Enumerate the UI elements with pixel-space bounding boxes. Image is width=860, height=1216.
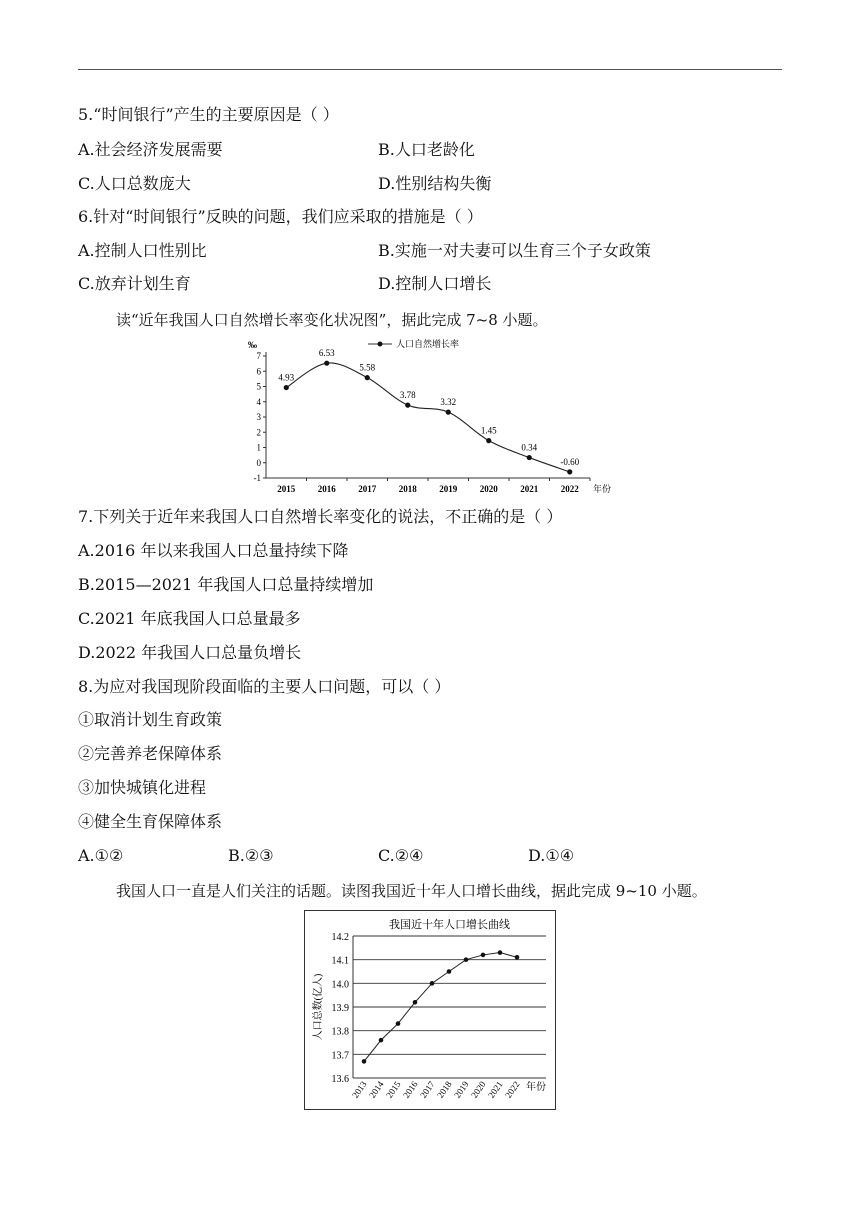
x-tick-label: 2014 [367,1079,386,1100]
q7-option-b: B.2015—2021 年我国人口总量持续增加 [78,575,374,594]
x-tick-label: 2021 [486,1079,505,1100]
y-tick-label: 0 [256,457,261,468]
y-tick-label: 14.1 [331,955,349,967]
data-point [396,1021,401,1026]
data-point [486,438,491,443]
data-point [379,1038,384,1043]
q6-option-b: B.实施一对夫妻可以生育三个子女政策 [378,241,651,260]
x-tick-label: 2015 [384,1079,403,1100]
q7-option-c: C.2021 年底我国人口总量最多 [78,609,301,628]
q6-option-d: D.控制人口增长 [378,274,492,293]
y-tick-label: 2 [256,427,261,438]
y-axis-label: 人口总数(亿人) [313,973,324,1041]
x-tick-label: 2022 [560,484,579,494]
data-label: 0.34 [521,442,538,453]
q6-stem: 6.针对“时间银行”反映的问题，我们应采取的措施是（ ） [78,207,483,226]
y-unit-label: ‰ [248,340,257,350]
q8-option-d: D.①④ [528,846,575,865]
x-tick-label: 2020 [469,1079,488,1100]
data-point [515,955,520,960]
x-tick-label: 2022 [503,1079,522,1100]
q8-item-4: ④健全生育保障体系 [78,812,223,831]
data-point [527,455,532,460]
y-tick-label: 13.8 [331,1026,349,1038]
x-tick-label: 2017 [358,484,377,494]
data-point [498,950,503,955]
data-point [567,469,572,474]
y-tick-label: 3 [256,412,261,422]
x-tick-label: 2020 [479,484,498,494]
data-point [362,1059,367,1064]
q8-item-1: ①取消计划生育政策 [78,710,223,729]
x-tick-label: 2018 [398,484,417,494]
y-tick-label: 5 [256,381,261,392]
series-line [286,363,570,472]
x-tick-label: 2021 [520,484,539,494]
q5-option-a: A.社会经济发展需要 [78,140,223,159]
x-axis-label: 年份 [526,1082,546,1093]
data-label: 3.78 [399,390,416,401]
data-point [284,385,289,390]
q8-option-b: B.②③ [228,846,274,865]
y-tick-label: 13.7 [331,1050,349,1062]
data-label: 5.58 [359,362,376,373]
q7-option-d: D.2022 年我国人口总量负增长 [78,643,302,662]
data-label: 6.53 [318,348,335,359]
data-point [365,375,370,380]
q8-item-3: ③加快城镇化进程 [78,778,207,797]
q8-item-2: ②完善养老保障体系 [78,744,223,763]
q6-option-c: C.放弃计划生育 [78,274,191,293]
x-axis-label: 年份 [593,484,612,494]
data-point [446,410,451,415]
legend-label: 人口自然增长率 [396,339,460,349]
q8-stem: 8.为应对我国现阶段面临的主要人口问题，可以（ ） [78,677,451,696]
q5-option-b: B.人口老龄化 [378,140,475,159]
x-tick-label: 2018 [435,1079,454,1100]
q5-option-d: D.性别结构失衡 [378,174,492,193]
y-tick-label: 6 [256,366,261,377]
y-tick-label: 13.6 [331,1074,349,1085]
data-point [430,981,435,986]
q6-option-a: A.控制人口性别比 [78,241,207,260]
y-tick-label: 13.9 [331,1003,349,1014]
y-tick-label: 14.2 [331,932,349,943]
data-point [447,969,452,974]
data-label: 4.93 [278,372,295,383]
q7-option-a: A.2016 年以来我国人口总量持续下降 [78,541,349,560]
chart2-intro: 我国人口一直是人们关注的话题。读图我国近十年人口增长曲线，据此完成 9~10 小题。 [116,882,707,900]
q8-option-c: C.②④ [378,846,424,865]
y-tick-label: -1 [253,473,261,483]
chart1-intro: 读“近年我国人口自然增长率变化状况图”，据此完成 7~8 小题。 [116,311,548,329]
data-point [405,403,410,408]
y-tick-label: 7 [256,351,261,361]
data-label: -0.60 [560,456,580,467]
q5-option-c: C.人口总数庞大 [78,174,191,193]
header-divider [78,69,782,70]
q7-stem: 7.下列关于近年来我国人口自然增长率变化的说法，不正确的是（ ） [78,507,563,526]
x-tick-label: 2019 [452,1079,471,1100]
y-tick-label: 1 [256,442,261,453]
chart-title: 我国近十年人口增长曲线 [389,919,510,931]
y-tick-label: 14.0 [331,979,349,991]
data-point [324,361,329,366]
legend-marker [378,342,383,347]
q5-stem: 5.“时间银行”产生的主要原因是（ ） [78,105,339,124]
population-chart [304,910,556,1110]
growth-rate-chart [240,336,620,496]
x-tick-label: 2015 [277,484,296,494]
data-point [481,953,486,958]
x-tick-label: 2013 [350,1079,369,1100]
q8-option-a: A.①② [78,846,124,865]
y-tick-label: 4 [256,396,261,407]
x-tick-label: 2019 [439,484,458,494]
x-tick-label: 2016 [317,484,336,494]
data-point [413,1000,418,1005]
data-label: 1.45 [480,425,497,436]
data-point [464,957,469,962]
data-label: 3.32 [440,397,457,408]
x-tick-label: 2016 [401,1079,420,1100]
x-tick-label: 2017 [418,1079,437,1100]
